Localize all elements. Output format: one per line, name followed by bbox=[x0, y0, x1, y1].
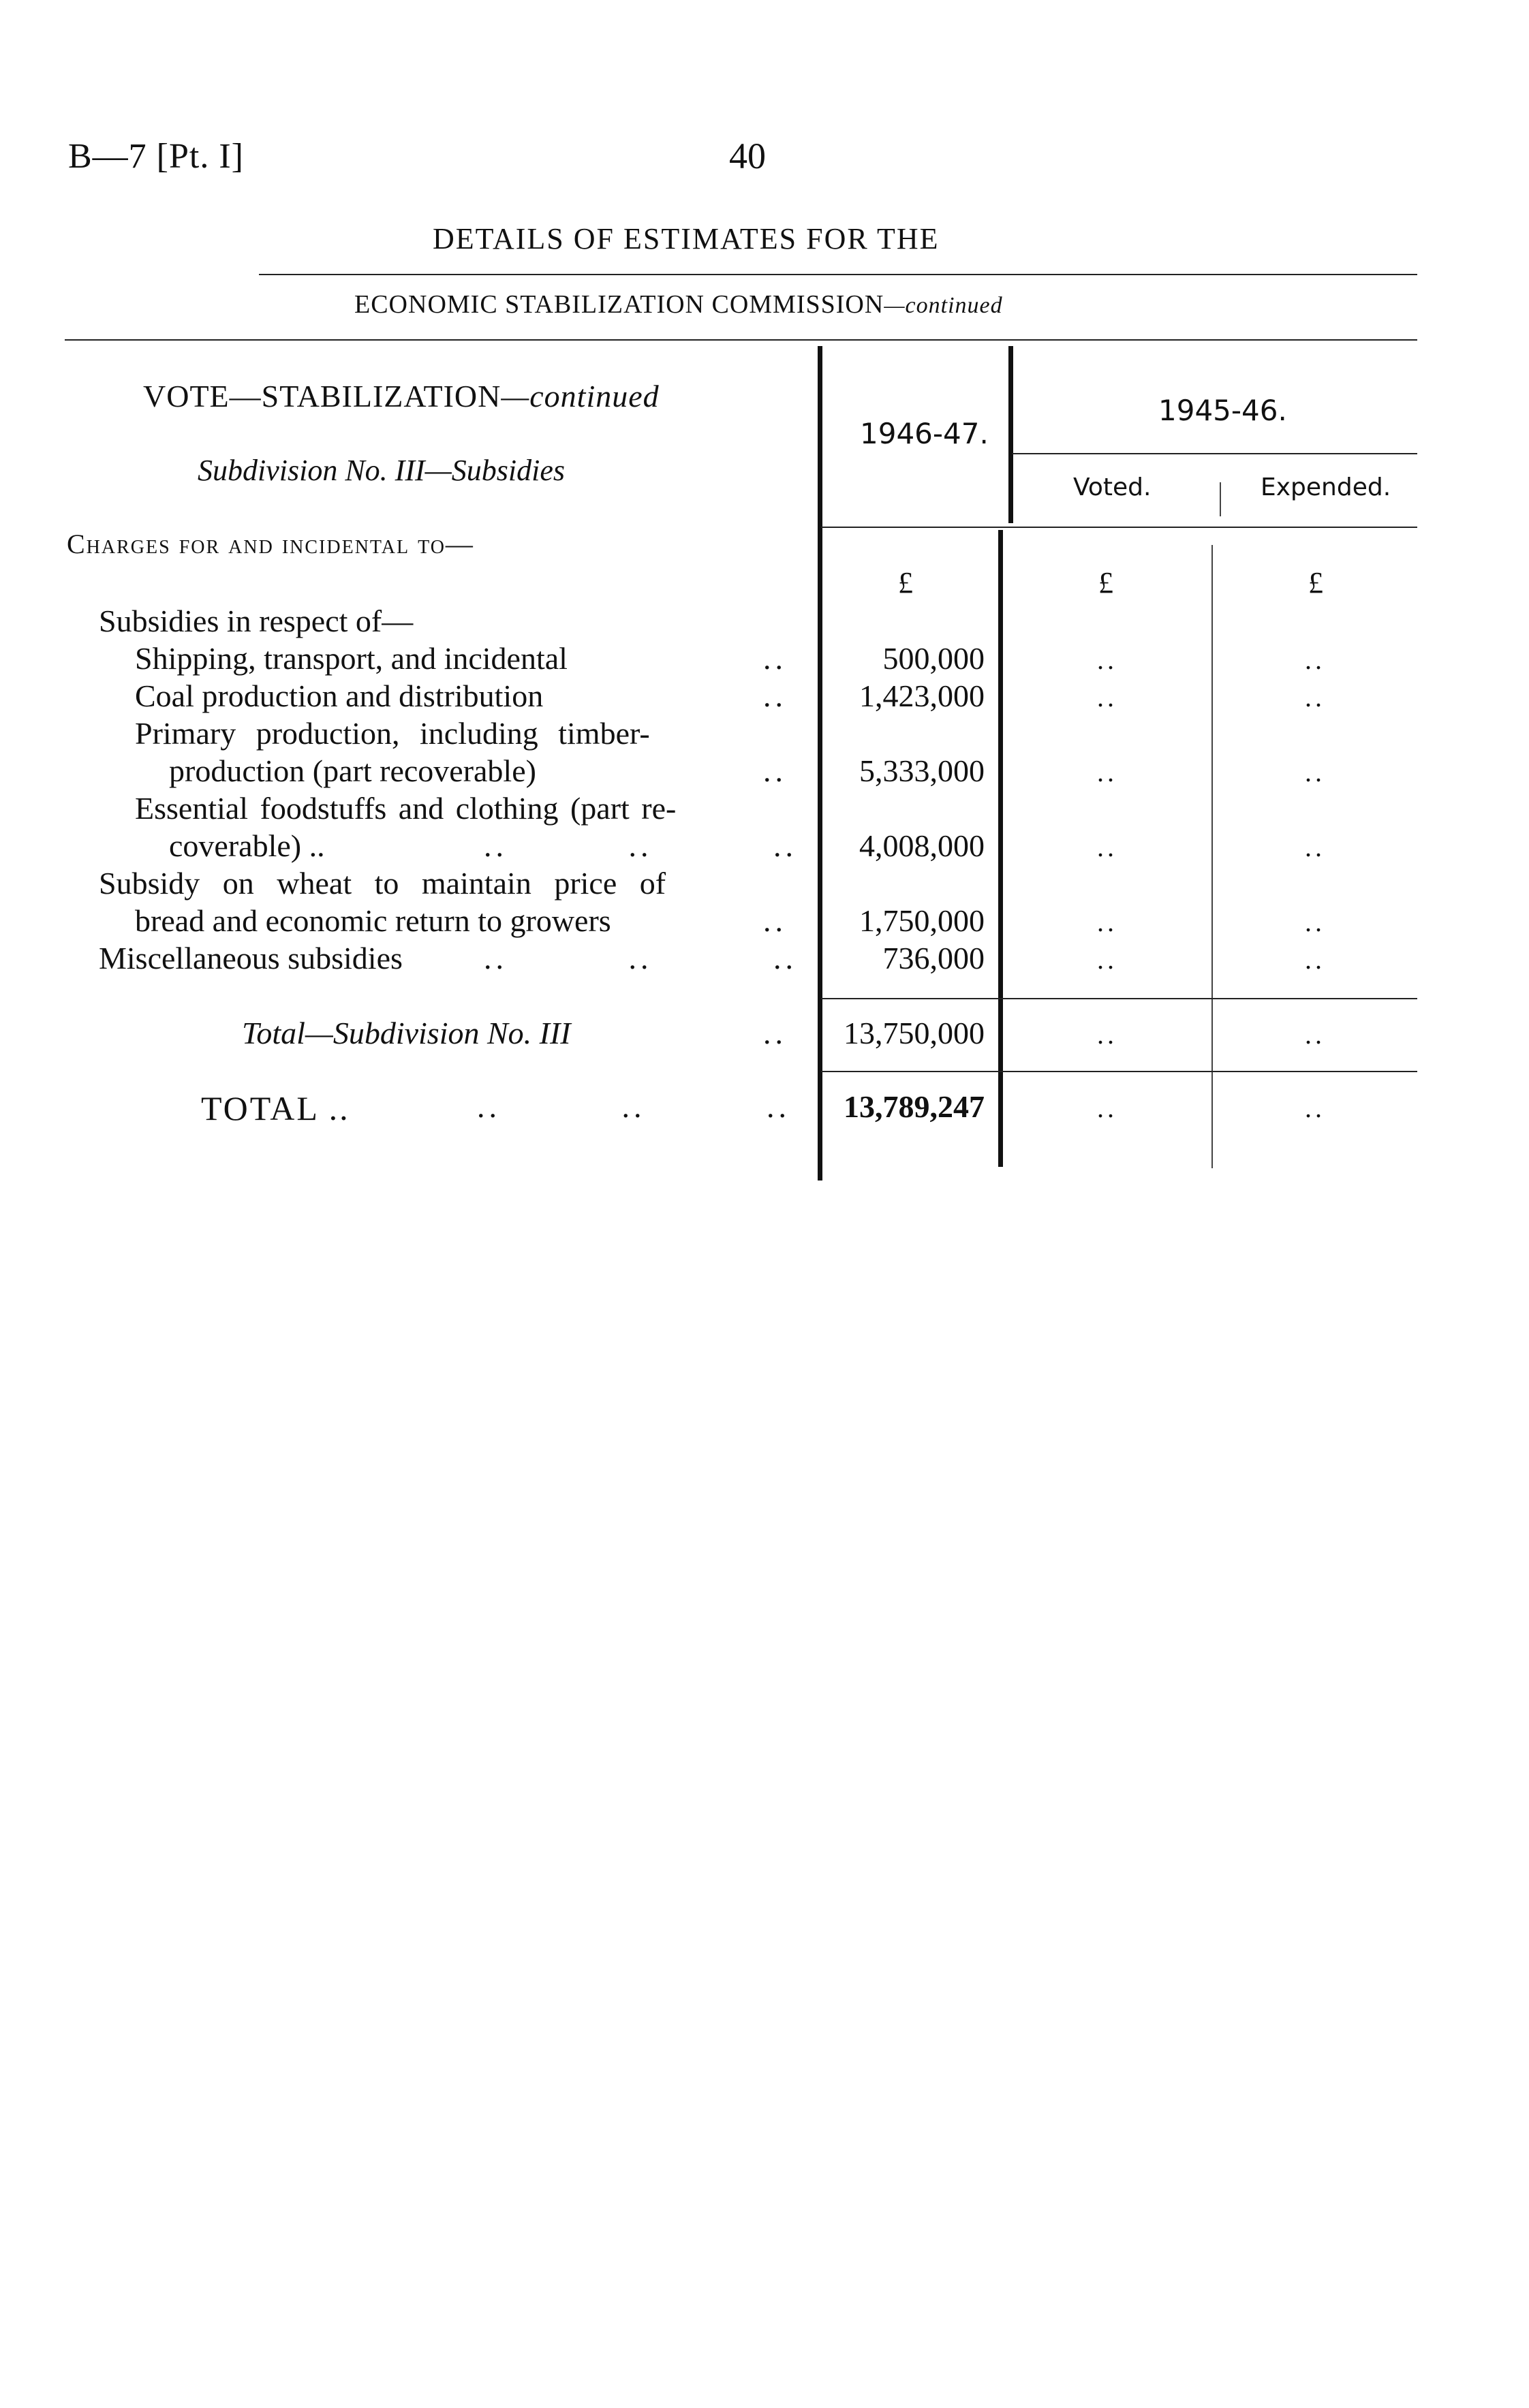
column-header-voted: Voted. bbox=[1073, 473, 1152, 501]
subsidies-intro: Subsidies in respect of— bbox=[99, 604, 414, 638]
item-coal-amount: 1,423,000 bbox=[859, 678, 985, 713]
item-misc-amount: 736,000 bbox=[882, 941, 985, 975]
item-foodstuffs-voted: .. bbox=[1097, 832, 1117, 862]
currency-symbol-expended: £ bbox=[1308, 566, 1323, 599]
column-header-expended: Expended. bbox=[1261, 473, 1391, 501]
year-header-rule bbox=[1012, 453, 1417, 454]
subtitle-rule bbox=[65, 339, 1417, 341]
page-subtitle bbox=[354, 290, 1003, 319]
item-primary-amount: 5,333,000 bbox=[859, 753, 985, 788]
document-reference: B—7 [Pt. I] bbox=[68, 137, 244, 176]
item-coal-expended: .. bbox=[1305, 682, 1325, 713]
vote-title-main: VOTE—STABILIZATION bbox=[143, 379, 501, 413]
column-header-1946-47: 1946-47. bbox=[860, 417, 989, 450]
leader-dots: .. bbox=[773, 828, 797, 863]
item-wheat-expended: .. bbox=[1305, 907, 1325, 937]
subcolumn-divider bbox=[1211, 545, 1213, 1168]
column-divider-previous-head bbox=[1008, 346, 1013, 523]
grand-total-expended: .. bbox=[1305, 1093, 1325, 1123]
subtotal-rule bbox=[821, 998, 1417, 999]
leader-dots: .. bbox=[484, 828, 508, 863]
item-foodstuffs-label-line2: coverable) .. bbox=[169, 828, 325, 863]
subdivision-total-label: Total—Subdivision No. III bbox=[242, 1016, 571, 1050]
leader-dots: .. bbox=[484, 941, 508, 975]
item-primary-voted: .. bbox=[1097, 757, 1117, 787]
item-shipping-amount: 500,000 bbox=[882, 641, 985, 676]
leader-dots: .. bbox=[763, 1016, 787, 1050]
grand-total-amount: 13,789,247 bbox=[844, 1089, 985, 1124]
item-wheat-label-line1: Subsidy on wheat to maintain price of bbox=[99, 866, 666, 901]
currency-symbol-current: £ bbox=[898, 566, 913, 599]
item-coal-voted: .. bbox=[1097, 682, 1117, 713]
item-shipping-label: Shipping, transport, and incidental bbox=[135, 641, 568, 676]
leader-dots: .. bbox=[763, 753, 787, 788]
page-number: 40 bbox=[729, 136, 766, 176]
item-foodstuffs-expended: .. bbox=[1305, 832, 1325, 862]
leader-dots: .. bbox=[767, 1089, 790, 1124]
vote-title bbox=[143, 378, 660, 414]
item-foodstuffs-amount: 4,008,000 bbox=[859, 828, 985, 863]
grand-total-voted: .. bbox=[1097, 1093, 1117, 1123]
subcolumn-divider-head bbox=[1220, 482, 1221, 516]
item-wheat-voted: .. bbox=[1097, 907, 1117, 937]
item-misc-expended: .. bbox=[1305, 944, 1325, 975]
charges-heading: Charges for and incidental to— bbox=[67, 529, 474, 559]
item-misc-voted: .. bbox=[1097, 944, 1117, 975]
leader-dots: .. bbox=[628, 941, 653, 975]
item-foodstuffs-label-line1: Essential foodstuffs and clothing (part re- bbox=[135, 791, 677, 826]
leader-dots: .. bbox=[763, 903, 787, 938]
subtitle-main: ECONOMIC STABILIZATION COMMISSION bbox=[354, 290, 884, 319]
leader-dots: .. bbox=[773, 941, 797, 975]
item-shipping-expended: .. bbox=[1305, 644, 1325, 675]
item-primary-label-line2: production (part recoverable) bbox=[169, 753, 536, 788]
leader-dots: .. bbox=[628, 828, 653, 863]
subdivision-title: Subdivision No. III—Subsidies bbox=[198, 454, 565, 487]
item-primary-label-line1: Primary production, including timber- bbox=[135, 716, 650, 751]
leader-dots-row bbox=[484, 940, 797, 976]
leader-dots: .. bbox=[477, 1089, 501, 1124]
item-wheat-amount: 1,750,000 bbox=[859, 903, 985, 938]
currency-symbol-voted: £ bbox=[1098, 566, 1113, 599]
subdivision-total-voted: .. bbox=[1097, 1019, 1117, 1050]
item-shipping-voted: .. bbox=[1097, 644, 1117, 675]
page-title: DETAILS OF ESTIMATES FOR THE bbox=[433, 222, 940, 255]
column-header-1945-46: 1945-46. bbox=[1158, 394, 1287, 427]
subtitle-continued: —continued bbox=[884, 293, 1003, 318]
leader-dots: .. bbox=[763, 678, 787, 713]
vote-title-continued: —continued bbox=[501, 379, 660, 413]
subdivision-total-amount: 13,750,000 bbox=[844, 1016, 985, 1050]
grand-total-label: TOTAL .. bbox=[201, 1089, 350, 1127]
subdivision-total-expended: .. bbox=[1305, 1019, 1325, 1050]
leader-dots: .. bbox=[763, 641, 787, 676]
leader-dots: .. bbox=[621, 1089, 646, 1124]
item-wheat-label-line2: bread and economic return to growers bbox=[135, 903, 611, 938]
item-primary-expended: .. bbox=[1305, 757, 1325, 787]
column-header-rule bbox=[821, 527, 1417, 528]
item-misc-label: Miscellaneous subsidies bbox=[99, 941, 403, 975]
leader-dots-row bbox=[477, 1089, 790, 1125]
title-rule bbox=[259, 274, 1417, 275]
total-rule bbox=[821, 1071, 1417, 1072]
leader-dots-row bbox=[484, 828, 797, 864]
item-coal-label: Coal production and distribution bbox=[135, 678, 544, 713]
